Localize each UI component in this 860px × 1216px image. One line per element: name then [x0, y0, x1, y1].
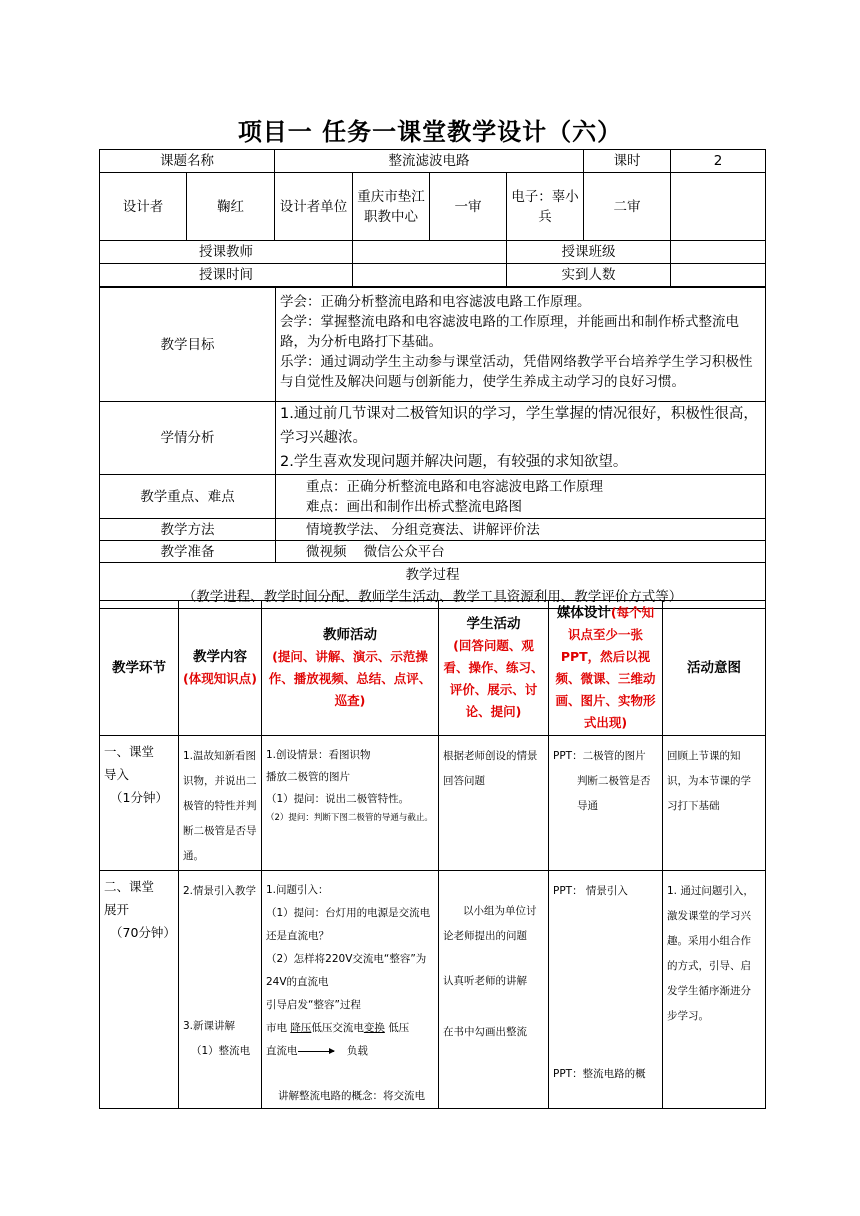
methods-label: 教学方法 [100, 519, 276, 541]
row1-stage-line: 一、课堂 [104, 744, 155, 759]
flow-line-1 [266, 1017, 434, 1040]
row2-content-c: （1）整流电 [191, 1045, 251, 1057]
teacher-value [353, 241, 507, 264]
process-subtitle: （教学进程、教学时间分配、教师学生活动、教学工具资源利用、教学评价方式等） [182, 588, 683, 605]
goals-label: 教学目标 [100, 288, 276, 402]
row1-media-line: PPT：二极管的图片 [553, 750, 646, 762]
header-table [99, 149, 766, 287]
row2-student-c: 在书中勾画出整流 [443, 1026, 527, 1038]
keypoint-line: 重点：正确分析整流电路和电容滤波电路工作原理 [306, 478, 603, 495]
col-content-note: (体现知识点) [183, 671, 257, 686]
row2-content-b: 3.新课讲解 [183, 1020, 236, 1032]
flow-line-2 [266, 1040, 434, 1063]
flow-mains: 市电 [266, 1022, 287, 1034]
methods-value: 情境教学法、 分组竞赛法、讲解评价法 [276, 519, 766, 541]
row2-content-a: 2.情景引入教学 [183, 885, 257, 897]
row1-teacher-line: （1）提问：说出二极管特性。 [266, 793, 410, 805]
prep-value: 微视频 微信公众平台 [276, 541, 766, 563]
row2-media-a: PPT： 情景引入 [553, 885, 628, 897]
designer-value: 鞠红 [187, 173, 275, 241]
col-student-title: 学生活动 [466, 616, 521, 632]
col-teacher [262, 601, 439, 736]
hours-label: 课时 [584, 150, 671, 173]
row1-teacher-small: （2）提问：判断下图二极管的导通与截止。 [266, 813, 433, 823]
flow-low-ac: 低压交流电 [311, 1022, 364, 1034]
attendance-label: 实到人数 [507, 264, 671, 287]
goal-line: 学会：正确分析整流电路和电容滤波电路工作原理。 [280, 294, 591, 310]
review2-label: 二审 [584, 173, 671, 241]
row2-stage-line: （70分钟） [110, 925, 176, 940]
flow-load: 负载 [346, 1045, 368, 1057]
unit-label: 设计者单位 [275, 173, 353, 241]
row1-stage [100, 736, 179, 871]
row2-teacher-last: 讲解整流电路的概念：将交流电 [278, 1090, 425, 1102]
row2-teacher-line: （2）怎样将220V交流电“整容”为24V的直流电 [266, 953, 427, 988]
col-intent: 活动意图 [663, 601, 766, 736]
row1-content: 1.温故知新看图识物，并说出二极管的特性并判断二极管是否导通。 [179, 736, 262, 871]
col-teacher-note: (提问、讲解、演示、示范操作、播放视频、总结、点评、巡查) [268, 649, 432, 708]
row1-teacher [262, 736, 439, 871]
attendance-value [671, 264, 766, 287]
flow-convert: 变换 [363, 1022, 385, 1034]
goals-text [276, 288, 766, 402]
designer-label: 设计者 [100, 173, 187, 241]
row2-teacher-line: 引导启发“整容”过程 [266, 999, 361, 1011]
row1-student: 根据老师创设的情景回答问题 [439, 736, 549, 871]
flow-low: 低压 [388, 1022, 410, 1034]
col-content-title: 教学内容 [193, 649, 247, 665]
goal-line: 会学：掌握整流电路和电容滤波电路的工作原理，并能画出和制作桥式整流电路，为分析电路打下基础。 [280, 314, 739, 350]
prep-label: 教学准备 [100, 541, 276, 563]
row1-intent: 回顾上节课的知识，为本节课的学习打下基础 [663, 736, 766, 871]
row2-student-a: 以小组为单位讨论老师提出的问题 [443, 905, 537, 942]
goal-line: 乐学：通过调动学生主动参与课堂活动，凭借网络教学平台培养学生学习积极性与自觉性及解决问题与创新能力，使学生养成主动学习的良好习惯。 [280, 354, 753, 390]
row2-media-b: PPT：整流电路的概 [553, 1068, 646, 1080]
topic-value: 整流滤波电路 [275, 150, 584, 173]
review1-label: 一审 [430, 173, 507, 241]
col-stage: 教学环节 [100, 601, 179, 736]
col-media-title: 媒体设计 [556, 605, 611, 621]
flow-step-down: 降压 [290, 1022, 312, 1034]
time-label: 授课时间 [100, 264, 353, 287]
process-title: 教学过程 [405, 566, 460, 583]
col-media-note: (每个知识点至少一张PPT，然后以视频、微课、三维动画、图片、实物形式出现) [555, 605, 656, 730]
row2-media [549, 871, 663, 1109]
analysis-label: 学情分析 [100, 402, 276, 475]
hours-value: 2 [671, 150, 766, 173]
analysis-line: 1.通过前几节课对二极管知识的学习，学生掌握的情况很好，积极性很高，学习兴趣浓。 [280, 406, 758, 446]
row2-teacher-line: 1.问题引入： [266, 884, 329, 896]
row2-teacher [262, 871, 439, 1109]
row1-teacher-line: 播放二极管的图片 [266, 771, 350, 783]
page-title: 项目一 任务一课堂教学设计（六） [237, 118, 623, 146]
row2-student [439, 871, 549, 1109]
review2-value [671, 173, 766, 241]
row1-media [549, 736, 663, 871]
process-table [99, 600, 766, 1109]
flow-dc: 直流电 [266, 1045, 298, 1057]
row1-stage-line: 导入 [104, 767, 130, 782]
row1-stage-line: （1分钟） [110, 790, 168, 805]
row2-stage-line: 展开 [104, 902, 130, 917]
analysis-line: 2.学生喜欢发现问题并解决问题，有较强的求知欲望。 [280, 454, 628, 470]
col-student-note: (回答问题、观看、操作、练习、评价、展示、讨论、提问) [443, 638, 544, 719]
class-label: 授课班级 [507, 241, 671, 264]
row2-intent: 1. 通过问题引入，激发课堂的学习兴趣。采用小组合作的方式，引导、启发学生循序渐进分步学习。 [663, 871, 766, 1109]
info-table [99, 287, 766, 609]
keypoint-line: 难点：画出和制作出桥式整流电路图 [306, 498, 522, 515]
class-value [671, 241, 766, 264]
row2-content [179, 871, 262, 1109]
row2-stage [100, 871, 179, 1109]
review1-value: 电子：辜小兵 [507, 173, 584, 241]
col-content [179, 601, 262, 736]
row1-media-line: 判断二极管是否导通 [577, 775, 651, 812]
col-teacher-title: 教师活动 [323, 627, 377, 643]
unit-value: 重庆市垫江职教中心 [353, 173, 430, 241]
col-media [549, 601, 663, 736]
row1-teacher-line: 1.创设情景：看图识物 [266, 749, 371, 761]
keypoints-text [276, 475, 766, 519]
row2-student-b: 认真听老师的讲解 [443, 975, 527, 987]
flow-arrow-icon [298, 1051, 334, 1052]
topic-label: 课题名称 [100, 150, 275, 173]
col-student [439, 601, 549, 736]
keypoints-label: 教学重点、难点 [100, 475, 276, 519]
teacher-label: 授课教师 [100, 241, 353, 264]
analysis-text [276, 402, 766, 475]
row2-teacher-line: （1）提问：台灯用的电源是交流电还是直流电？ [266, 907, 431, 942]
time-value [353, 264, 507, 287]
row2-stage-line: 二、课堂 [104, 879, 155, 894]
